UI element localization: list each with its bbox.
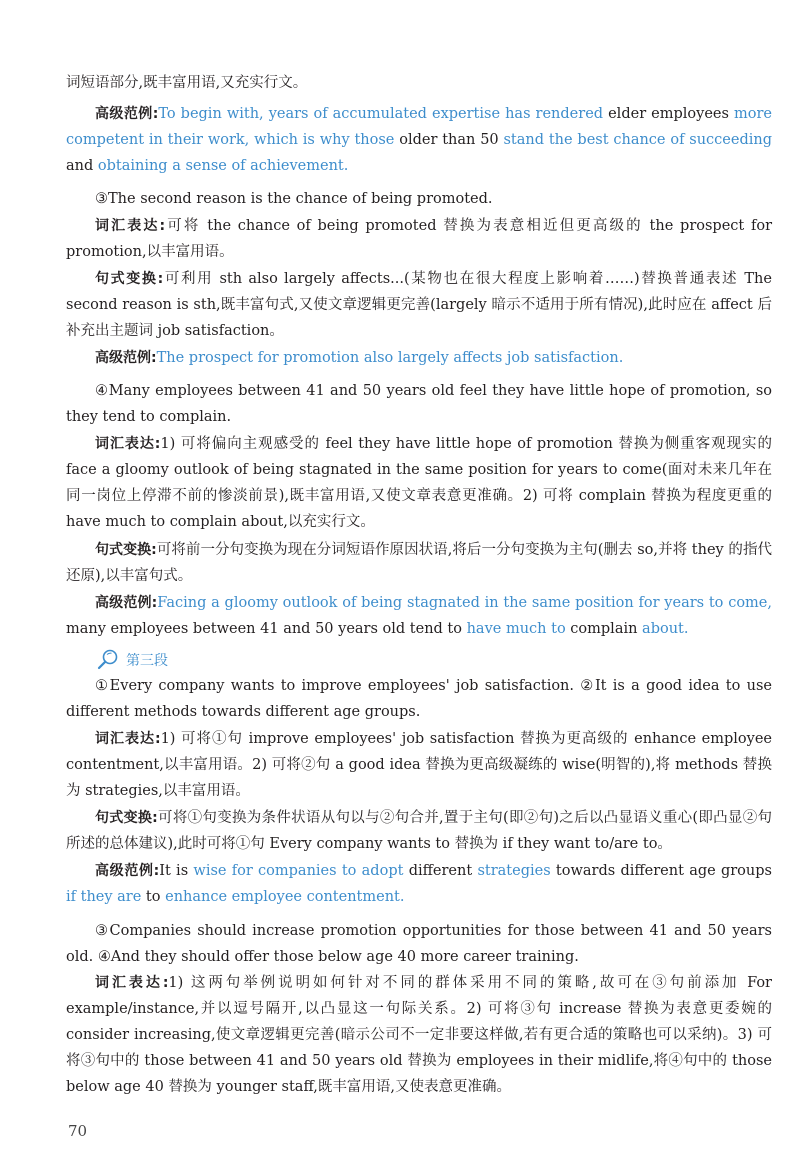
sentence-transform-note-3 — [66, 805, 772, 857]
example-text: elder employees — [603, 106, 734, 122]
label-vocabulary: 词汇表达: — [95, 436, 161, 452]
label-vocabulary: 词汇表达: — [95, 975, 169, 991]
note-text: 可将①句变换为条件状语从句以与②句合并,置于主句(即②句)之后以凸显语义重心(即凸显②句所述的总体建议),此时可将①句 Every company wants to 替换为 if they want to/are to。 — [66, 810, 772, 852]
example-highlight: have much to — [466, 621, 566, 637]
note-text: 可利用 sth also largely affects...(某物也在很大程度上影响着……)替换普通表述 The second reason is sth,既丰富句式,又使文章逻辑更完善(largely 暗示不适用于所有情况),此时应在 affect 后补充出主题词 job satisfaction。 — [66, 271, 772, 339]
section-title: 第三段 — [126, 653, 168, 669]
advanced-example-4 — [66, 858, 772, 910]
example-text: towards different age groups — [550, 863, 772, 879]
vocabulary-note-2 — [66, 431, 772, 535]
example-highlight: more competent in their work, which is why those — [66, 106, 772, 148]
sentence-transform-note-1 — [66, 266, 772, 344]
label-vocabulary: 词汇表达: — [95, 218, 166, 234]
example-highlight: strategies — [477, 863, 551, 879]
example-highlight: obtaining a sense of achievement. — [97, 158, 349, 174]
example-highlight: wise for companies to adopt — [193, 863, 404, 879]
advanced-example-2 — [66, 345, 772, 371]
magnifier-icon — [96, 648, 120, 672]
example-text: It is — [159, 863, 194, 879]
example-highlight: if they are — [66, 889, 142, 905]
label-sentence-transform: 句式变换: — [95, 542, 157, 558]
note-text: 1) 可将偏向主观感受的 feel they have little hope of promotion 替换为侧重客观现实的 face a gloomy outlook of being stagnated in the same position for years to come(面对未来几年在同一岗位上停滞不前的惨淡前景),既丰富用语,又使文章表意更准确。2) 可将 complain 替换为程度更重的 have much to complain about,以充实行文。 — [66, 436, 772, 530]
note-text: 1) 可将①句 improve employees' job satisfaction 替换为更高级的 enhance employee contentment,以丰富用语。2) 可将②句 a good idea 替换为更高级凝练的 wise(明智的),将 methods 替换为 strategies,以丰富用语。 — [66, 731, 772, 799]
example-highlight: Facing a gloomy outlook of being stagnated in the same position for years to come, — [157, 595, 772, 611]
vocabulary-note-3 — [66, 726, 772, 804]
label-advanced-example: 高级范例: — [95, 350, 157, 366]
sentence-3: ③The second reason is the chance of being promoted. — [95, 191, 493, 207]
sentence-4: ④Many employees between 41 and 50 years old feel they have little hope of promotion, so they tend to complain. — [66, 383, 772, 425]
example-highlight: The prospect for promotion also largely affects job satisfaction. — [156, 350, 624, 366]
paragraph-1: 词短语部分,既丰富用语,又充实行文。 — [66, 75, 308, 91]
example-text: to — [141, 889, 166, 905]
sentences-3-4: ③Companies should increase promotion opportunities for those between 41 and 50 years old. ④And they should offer those below age 40 more career training. — [66, 923, 772, 965]
example-highlight: stand the best chance of succeeding — [503, 132, 772, 148]
example-text: and — [66, 158, 98, 174]
example-text: different — [403, 863, 478, 879]
example-highlight: enhance employee contentment. — [165, 889, 405, 905]
label-sentence-transform: 句式变换: — [95, 810, 158, 826]
label-vocabulary: 词汇表达: — [95, 731, 161, 747]
example-text: many employees between 41 and 50 years old tend to — [66, 621, 467, 637]
label-sentence-transform: 句式变换: — [95, 271, 164, 287]
section-heading — [96, 648, 168, 672]
note-text: 可将前一分句变换为现在分词短语作原因状语,将后一分句变换为主句(删去 so,并将 they 的指代还原),以丰富句式。 — [66, 542, 772, 584]
example-highlight: To begin with, years of accumulated expertise has rendered — [158, 106, 604, 122]
example-text: older than 50 — [394, 132, 504, 148]
example-text: complain — [565, 621, 643, 637]
sentence-transform-note-2 — [66, 537, 772, 589]
sentences-1-2: ①Every company wants to improve employees' job satisfaction. ②It is a good idea to use different methods towards different age groups. — [66, 678, 772, 720]
note-text: 可将 the chance of being promoted 替换为表意相近但更高级的 the prospect for promotion,以丰富用语。 — [66, 218, 772, 260]
page-number: 70 — [68, 1122, 88, 1140]
advanced-example-3 — [66, 590, 772, 642]
example-highlight: about. — [642, 621, 689, 637]
note-text: 1) 这两句举例说明如何针对不同的群体采用不同的策略,故可在③句前添加 For example/instance,并以逗号隔开,以凸显这一句际关系。2) 可将③句 increase 替换为表意更委婉的 consider increasing,使文章逻辑更完善(暗示公司不一定非要这样做,若有更合适的策略也可以采纳)。3) 可将③句中的 those between 41 and 50 years old 替换为 employees in their midlife,将④句中的 those below age 40 替换为 younger staff,既丰富用语,又使表意更准确。 — [66, 975, 772, 1095]
advanced-example-1 — [66, 101, 772, 179]
label-advanced-example: 高级范例: — [95, 595, 158, 611]
label-advanced-example: 高级范例: — [95, 863, 160, 879]
vocabulary-note-4 — [66, 970, 772, 1100]
vocabulary-note-1 — [66, 213, 772, 265]
label-advanced-example: 高级范例: — [95, 106, 159, 122]
